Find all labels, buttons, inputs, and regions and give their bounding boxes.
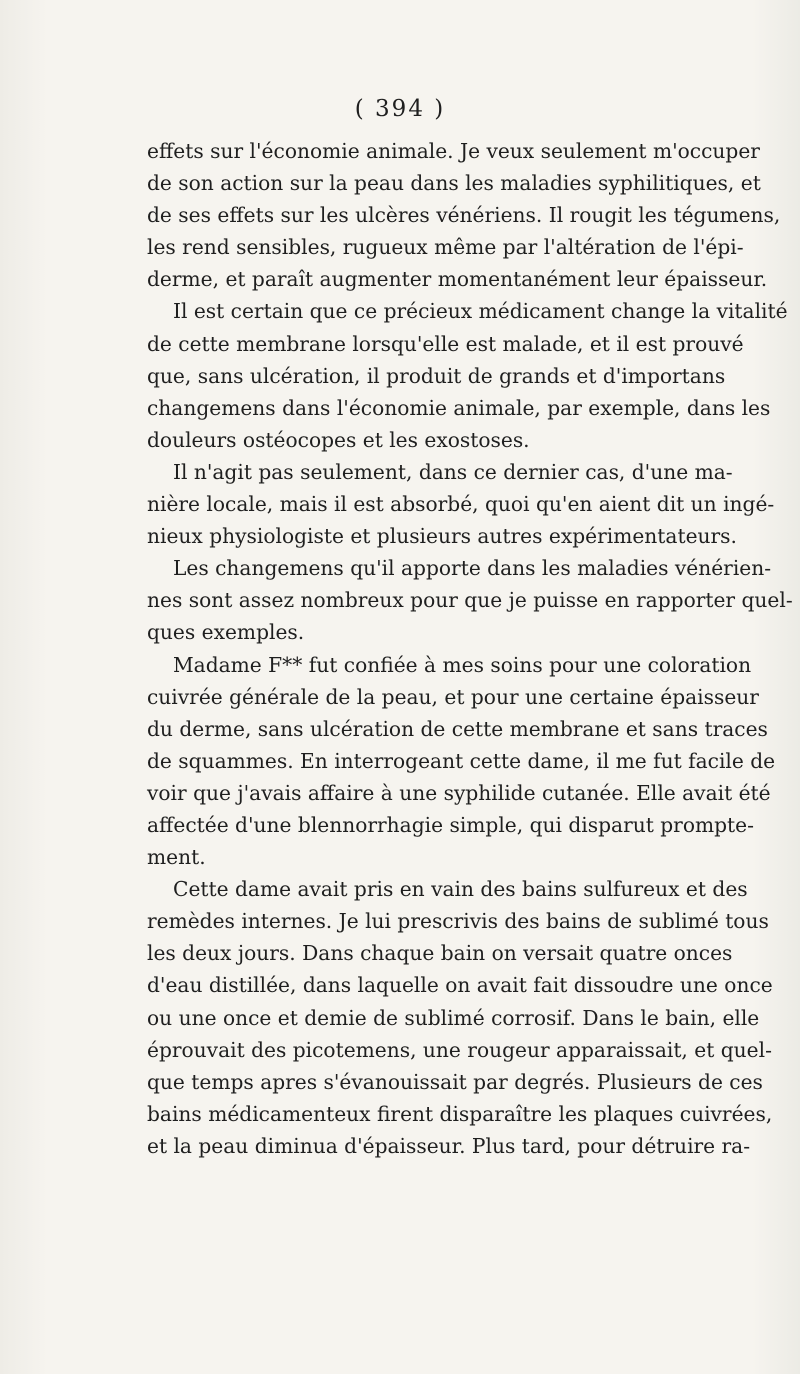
body-text	[147, 135, 793, 1162]
text-line: remèdes internes. Je lui prescrivis des bains de sublimé tous	[147, 909, 769, 934]
text-line: Il n'agit pas seulement, dans ce dernier cas, d'une ma-	[173, 459, 733, 484]
text-line: du derme, sans ulcération de cette membrane et sans traces	[147, 716, 768, 741]
text-line: de squammes. En interrogeant cette dame, il me fut facile de	[147, 748, 776, 773]
paragraph	[147, 135, 781, 295]
text-line: effets sur l'économie animale. Je veux seulement m'occuper	[147, 139, 760, 163]
text-line: derme, et paraît augmenter momentanément leur épaisseur.	[147, 267, 768, 292]
text-line: bains médicamenteux firent disparaître les plaques cuivrées,	[147, 1101, 773, 1126]
text-line: voir que j'avais affaire à une syphilide cutanée. Elle avait été	[147, 780, 771, 805]
text-line: de cette membrane lorsqu'elle est malade, et il est prouvé	[147, 331, 744, 356]
text-line: ou une once et demie de sublimé corrosif. Dans le bain, elle	[147, 1005, 760, 1030]
text-line: nieux physiologiste et plusieurs autres expérimentateurs.	[147, 524, 737, 549]
text-line: éprouvait des picotemens, une rougeur apparaissait, et quel-	[147, 1037, 772, 1062]
text-line: de ses effets sur les ulcères vénériens. Il rougit les tégumens,	[147, 203, 781, 228]
text-line: Les changemens qu'il apporte dans les maladies vénérien-	[173, 556, 772, 581]
text-line: ques exemples.	[147, 620, 305, 645]
paragraph	[147, 649, 776, 874]
text-line: nes sont assez nombreux pour que je puisse en rapporter quel-	[147, 588, 793, 613]
text-line: Cette dame avait pris en vain des bains sulfureux et des	[173, 877, 748, 902]
text-line: de son action sur la peau dans les maladies syphilitiques, et	[147, 171, 761, 196]
text-line: les rend sensibles, rugueux même par l'altération de l'épi-	[147, 235, 744, 260]
text-line: changemens dans l'économie animale, par exemple, dans les	[147, 395, 771, 420]
text-line: d'eau distillée, dans laquelle on avait fait dissoudre une once	[147, 973, 773, 998]
paragraph	[147, 552, 793, 648]
page-number: ( 394 )	[354, 96, 446, 122]
text-line: et la peau diminua d'épaisseur. Plus tard, pour détruire ra-	[147, 1133, 751, 1158]
text-line: ment.	[147, 845, 206, 870]
text-line: douleurs ostéocopes et les exostoses.	[147, 427, 530, 452]
text-line: Il est certain que ce précieux médicament change la vitalité	[173, 299, 788, 324]
text-line: affectée d'une blennorrhagie simple, qui disparut prompte-	[147, 812, 754, 837]
paragraph	[147, 295, 788, 455]
paragraph	[147, 456, 775, 552]
paragraph	[147, 873, 773, 1162]
text-line: les deux jours. Dans chaque bain on versait quatre onces	[147, 941, 733, 966]
text-line: que temps apres s'évanouissait par degrés. Plusieurs de ces	[147, 1069, 763, 1094]
text-line: cuivrée générale de la peau, et pour une certaine épaisseur	[147, 684, 759, 709]
text-line: nière locale, mais il est absorbé, quoi qu'en aient dit un ingé-	[147, 492, 775, 517]
text-line: Madame F** fut confiée à mes soins pour une coloration	[173, 652, 752, 677]
text-line: que, sans ulcération, il produit de grands et d'importans	[147, 363, 726, 388]
